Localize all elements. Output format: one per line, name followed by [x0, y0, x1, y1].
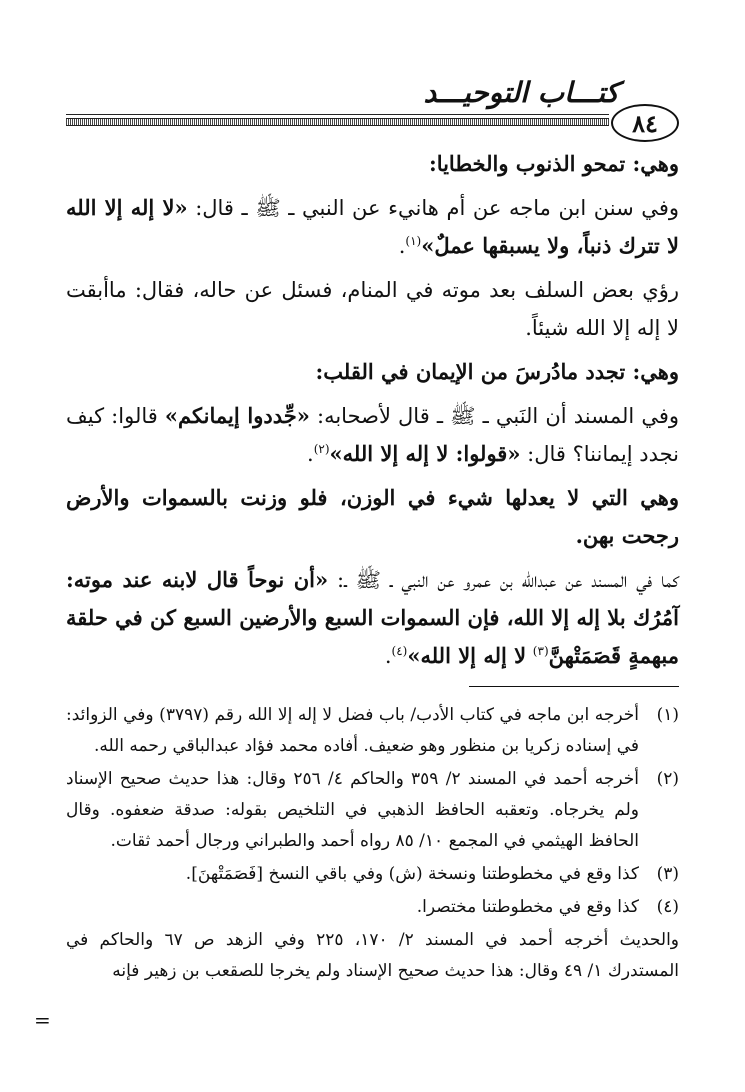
paragraph-weight: وهي التي لا يعدلها شيء في الوزن، فلو وزنت بالسموات والأرض رجحت بهن. [66, 485, 679, 548]
main-text [66, 145, 679, 681]
paragraph-nuh [66, 561, 679, 675]
hadith-quote: لا إله إلا الله» [407, 643, 527, 668]
period: . [307, 442, 314, 466]
footnote-2 [66, 764, 679, 857]
section-heading-erase-sins: وهي: تمحو الذنوب والخطايا: [428, 151, 679, 176]
paragraph-text: وفي المسند أن النَبي ـ ﷺ ـ قال لأصحابه: [317, 404, 680, 428]
footnote-number: (٤) [656, 897, 679, 917]
hadith-quote: «جِّددوا إيمانكم» [164, 403, 310, 428]
page-number: ٨٤ [611, 104, 679, 142]
book-title: كتـــاب التوحيـــد [423, 76, 619, 109]
continuation-mark: = [34, 1008, 51, 1032]
footnote-number: (١) [656, 705, 679, 725]
page-header [66, 76, 679, 136]
footnotes [66, 700, 679, 989]
period: . [384, 644, 392, 668]
footnote-ref-1[interactable]: (١) [405, 234, 422, 248]
footnote-3 [66, 859, 679, 890]
footnote-separator [469, 686, 679, 687]
footnote-number: (٣) [656, 864, 679, 884]
footnote-4 [66, 892, 679, 923]
footnote-ref-3[interactable]: (٣) [532, 644, 549, 658]
header-rule [66, 118, 609, 126]
hadith-quote: «لا إله إلا الله لا تترك ذنباً، ولا يسبقها عملٌ» [66, 195, 679, 258]
paragraph-text: كما في المسند عن عبدالله بن عمرو عن النبي ـ ﷺ ـ: [337, 568, 679, 592]
footnote-1 [66, 700, 679, 762]
footnote-text: والحديث أخرجه أحمد في المسند ٢/ ١٧٠، ٢٢٥ وفي الزهد ص ٦٧ والحاكم في المستدرك ١/ ٤٩ وقال: هذا حديث صحيح الإسناد ولم يخرجا للصقعب بن زهير فإنه [66, 930, 680, 981]
footnote-text: أخرجه ابن ماجه في كتاب الأدب/ باب فضل لا إله إلا الله رقم (٣٧٩٧) وفي الزوائد: في إسناده زكريا بن منظور وهو ضعيف. أفاده محمد فؤاد عبدالباقي رحمه الله. [66, 705, 639, 756]
footnote-text: كذا وقع في مخطوطتنا مختصرا. [416, 897, 639, 917]
footnote-4-continuation [66, 925, 679, 987]
footnote-number: (٢) [656, 769, 679, 789]
section-heading-renew-iman: وهي: تجدد مادُرسَ من الإيمان في القلب: [315, 359, 679, 384]
footnote-ref-2[interactable]: (٢) [313, 442, 330, 456]
period: . [398, 234, 406, 258]
hadith-quote: «أن نوحاً قال لابنه عند موته: آمُرُك بلا إله إلا الله، فإن السموات السبع والأرضين السبع كن في حلقة مبهمةٍ قَصَمَتْهنَّ [66, 567, 679, 668]
header-rule-thin [66, 114, 609, 115]
footnote-ref-4[interactable]: (٤) [391, 644, 408, 658]
paragraph-salaf-dream: رؤي بعض السلف بعد موته في المنام، فسئل عن حاله، فقال: ماأبقت لا إله إلا الله شيئاً. [66, 278, 679, 340]
paragraph-text: قالوا: كيف نجدد إيماننا؟ قال: [66, 404, 679, 466]
paragraph-text: وفي سنن ابن ماجه عن أم هانيء عن النبي ـ ﷺ ـ قال: [195, 196, 679, 220]
paragraph-ibn-majah [66, 189, 679, 265]
hadith-quote: «قولوا: لا إله إلا الله» [329, 441, 521, 466]
footnote-text: أخرجه أحمد في المسند ٢/ ٣٥٩ والحاكم ٤/ ٢٥٦ وقال: هذا حديث صحيح الإسناد ولم يخرجاه. وتعقبه الحافظ الذهبي في التلخيص بقوله: صدقة ضعفوه. وقال الحافظ الهيثمي في المجمع ١٠/ ٨٥ رواه أحمد والطبراني ورجال أحمد ثقات. [66, 769, 640, 851]
paragraph-musnad-renew [66, 397, 679, 473]
footnote-text: كذا وقع في مخطوطتنا ونسخة (ش) وفي باقي النسخ [فَصَمَتْهنَ]. [185, 864, 639, 884]
